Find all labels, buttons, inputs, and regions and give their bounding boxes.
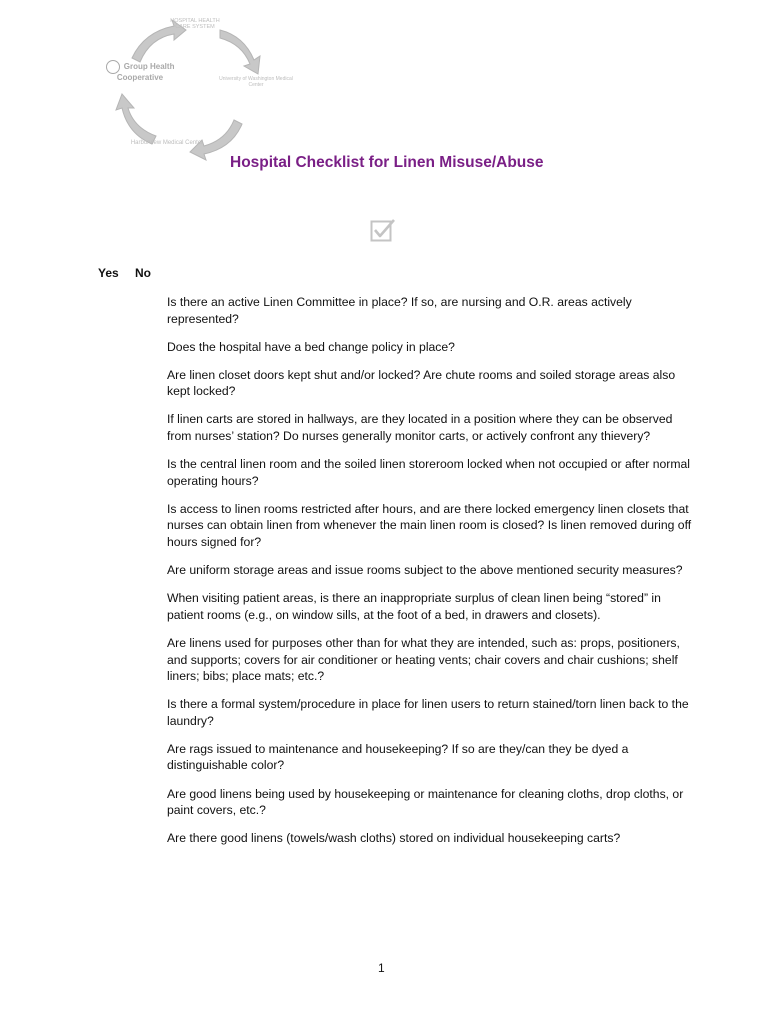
logo-right-org-name: University of Washington Medical Center xyxy=(219,76,293,88)
checklist-question: Are there good linens (towels/wash cloths) stored on individual housekeeping carts? xyxy=(167,831,621,846)
checklist-question: Does the hospital have a bed change policy in place? xyxy=(167,339,455,354)
yes-column-header: Yes xyxy=(98,266,119,280)
checklist-question: Is there an active Linen Committee in place? If so, are nursing and O.R. areas actively represented? xyxy=(167,295,632,326)
no-column-header: No xyxy=(135,266,151,280)
group-health-logo-icon xyxy=(106,60,120,74)
checklist-question: Are rags issued to maintenance and housekeeping? If so are they/can they be dyed a distinguishable color? xyxy=(167,741,629,773)
checklist-question: When visiting patient areas, is there an inappropriate surplus of clean linen being “stored” in patient rooms (e.g., on window sills, at the foot of a bed, in drawers and closets). xyxy=(167,591,661,622)
checklist-question: Are uniform storage areas and issue rooms subject to the above mentioned security measures? xyxy=(167,563,683,578)
logo-top-org-name: HOSPITAL HEALTH CARE SYSTEM xyxy=(170,18,220,30)
checklist-question: Is access to linen rooms restricted after hours, and are there locked emergency linen closets that nurses can obtain linen from whenever the main linen room is closed? Is linen removed during off hours signed for? xyxy=(167,501,692,550)
logo-left-org-name: Group Health Cooperative xyxy=(116,62,175,82)
checklist-question: Is there a formal system/procedure in place for linen users to return stained/torn linen back to the laundry? xyxy=(167,697,689,728)
logo-bottom-org-name: Harborview Medical Center xyxy=(130,140,204,146)
checklist-question: Are linen closet doors kept shut and/or locked? Are chute rooms and soiled storage areas also kept locked? xyxy=(167,367,676,399)
page-number: 1 xyxy=(378,961,385,975)
checklist-questions xyxy=(167,294,697,858)
checklist-question: If linen carts are stored in hallways, are they located in a position where they can be observed from nurses’ station? Do nurses generally monitor carts, or actively confront any thievery? xyxy=(167,412,673,444)
checked-box-icon xyxy=(370,218,396,242)
checklist-question: Are good linens being used by housekeeping or maintenance for cleaning cloths, drop cloths, or paint covers, etc.? xyxy=(167,786,684,818)
partner-logo-cycle xyxy=(92,12,292,172)
page-title: Hospital Checklist for Linen Misuse/Abuse xyxy=(230,154,544,171)
checklist-question: Is the central linen room and the soiled linen storeroom locked when not occupied or after normal operating hours? xyxy=(167,457,690,488)
cycle-arrows-icon xyxy=(92,12,292,172)
checklist-question: Are linens used for purposes other than for what they are intended, such as: props, positioners, and supports; covers for air conditioner or heating vents; chair covers and chair cushions; shelf liners; bibs; place mats; etc.? xyxy=(167,635,680,684)
logo-left-org xyxy=(104,60,176,82)
